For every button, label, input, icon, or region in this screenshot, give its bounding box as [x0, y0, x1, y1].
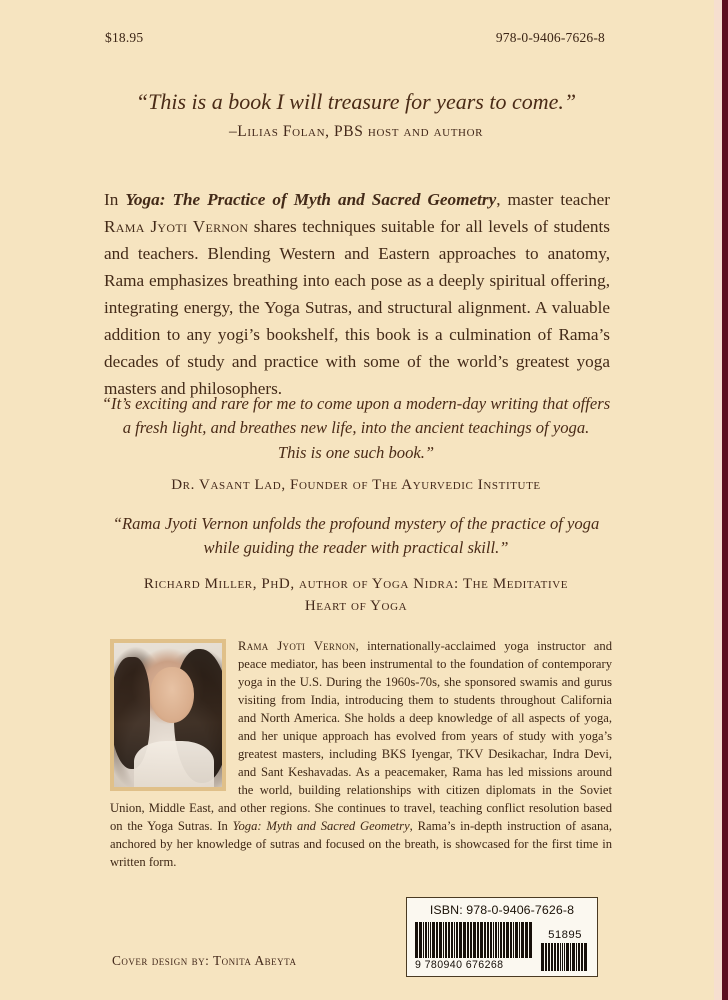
ean5-addon [541, 929, 589, 971]
blurb-after-title: , master teacher [496, 190, 610, 209]
blurb-body: shares techniques suitable for all levels of students and teachers. Blending Western and Eastern approaches to anatomy, Rama emphasizes breathing into each pose as a deeply spiritual offering, integrating energy, the Yoga Sutras, and structural alignment. A valuable addition to any yogi’s bookshelf, this book is a culmination of Rama’s decades of study and practice with some of the world’s greatest yoga masters and philosophers. [104, 217, 610, 398]
barcode-isbn-label: ISBN: 978-0-9406-7626-8 [429, 903, 575, 917]
ean13-bars [415, 922, 533, 958]
ean5-digits: 51895 [548, 929, 582, 941]
cover-design-credit: Cover design by: Tonita Abeyta [112, 953, 297, 968]
ean13-barcode [415, 922, 533, 971]
bio-part-1: , internationally-acclaimed yoga instructor and peace mediator, has been instrumental to the foundation of contemporary yoga in the U.S. During the 1960s-70s, she sponsored swamis and gurus visiting from India, introducing them to students throughout California and North America. She holds a deep knowledge of all aspects of yoga, and her unique approach has evolved from years of study with yoga’s greatest masters, including BKS Iyengar, TKV Desikachar, Indra Devi, and Sant Keshavadas. As a peacemaker, Rama has led missions around the world, building relationships with citizen diplomats in the Soviet Union, Middle East, and other regions. She continues to travel, teaching conflict resolution based on the Yoga Sutras. In [110, 639, 612, 833]
top-meta-row [105, 30, 605, 46]
quote-line-2: a fresh light, and breathes new life, into the ancient teachings of yoga. [122, 418, 590, 438]
bio-author-name: Rama Jyoti Vernon [238, 639, 356, 653]
quote-line-2: while guiding the reader with practical skill.” [203, 538, 509, 558]
isbn-top-label: 978-0-9406-7626-8 [495, 30, 605, 45]
author-bio [110, 637, 612, 871]
quote-line-1: “Rama Jyoti Vernon unfolds the profound mystery of the practice of yoga [112, 514, 600, 533]
pull-quote-lilias-folan [100, 88, 612, 141]
blurb-book-title: Yoga: The Practice of Myth and Sacred Geometry [125, 190, 497, 209]
quote-attribution: –Lilias Folan, PBS host and author [228, 122, 484, 140]
pull-quote-richard-miller [100, 512, 612, 618]
quote-text: “This is a book I will treasure for years to come.” [135, 89, 577, 114]
barcode-block [406, 897, 598, 977]
blurb-lead-in: In [104, 190, 126, 209]
bio-book-title: Yoga: Myth and Sacred Geometry [232, 819, 410, 833]
quote-attribution-line-1: Richard Miller, PhD, author of Yoga Nidra: The Meditative [143, 575, 569, 592]
book-description [104, 186, 610, 402]
cover-edge-spine-strip [722, 0, 728, 1000]
portrait-image [114, 643, 222, 787]
pull-quote-vasant-lad [100, 392, 612, 494]
barcode-row [415, 919, 589, 971]
portrait-torso [134, 741, 214, 791]
quote-attribution: Dr. Vasant Lad, Founder of The Ayurvedic Institute [171, 477, 541, 494]
quote-attribution-line-2: Heart of Yoga [304, 598, 408, 615]
quote-line-3: This is one such book.” [277, 442, 435, 462]
quote-line-1: “It’s exciting and rare for me to come upon a modern-day writing that offers [101, 394, 611, 413]
ean5-bars [541, 943, 589, 971]
ean13-digits: 9 780940 676268 [415, 959, 504, 971]
author-portrait-photo [110, 639, 226, 791]
bio-part-2: , Rama’s in-depth instruction of asana, anchored by her knowledge of sutras and focused on the breath, is showcased for the first time in written form. [110, 819, 613, 869]
price-label: $18.95 [105, 30, 144, 45]
portrait-face [150, 667, 194, 723]
blurb-author-name: Rama Jyoti Vernon [104, 217, 249, 236]
cover-edge-highlight [714, 0, 722, 1000]
